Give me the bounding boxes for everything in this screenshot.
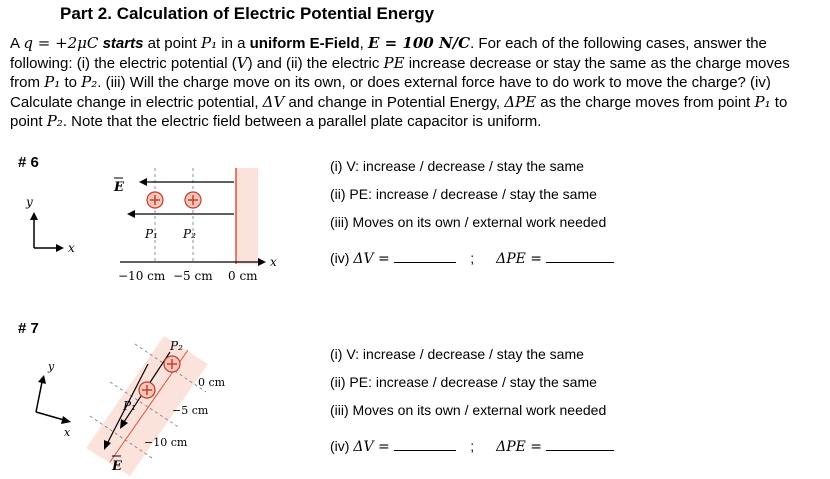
case6-option-iv: (iv) ΔV = ; ΔPE = xyxy=(330,250,614,267)
case7-p1-label: P₁ xyxy=(123,399,136,413)
case6-option-i: (i) V: increase / decrease / stay the same xyxy=(330,158,584,174)
case7-dpe-blank[interactable] xyxy=(546,438,614,451)
case6-tick-neg10: −10 cm xyxy=(118,269,166,283)
case7-tick-neg5: −5 cm xyxy=(172,404,209,417)
case7-axis-x-label: x xyxy=(64,426,71,439)
case7-tick-0: 0 cm xyxy=(198,376,226,389)
case6-capacitor-plate xyxy=(236,168,258,264)
case6-option-iii: (iii) Moves on its own / external work needed xyxy=(330,214,607,230)
case-7-diagram xyxy=(20,330,320,479)
case6-axis-x-label: x xyxy=(68,241,75,255)
case6-axis-y-label: y xyxy=(26,195,33,209)
case6-horizontal-x-label: x xyxy=(270,255,277,269)
case6-p1-label: P₁ xyxy=(145,227,158,241)
case7-y-axis xyxy=(36,382,42,412)
case7-option-ii: (ii) PE: increase / decrease / stay the same xyxy=(330,374,597,390)
case7-option-i: (i) V: increase / decrease / stay the same xyxy=(330,346,584,362)
case6-y-arrowhead xyxy=(30,212,38,220)
case6-e-arrowhead-2 xyxy=(127,210,135,218)
case6-e-label: E xyxy=(114,180,124,195)
case6-horizontal-arrowhead xyxy=(258,258,266,266)
case7-x-axis xyxy=(36,412,64,420)
case7-dv-blank[interactable] xyxy=(394,438,456,451)
case7-e-label: E xyxy=(112,459,122,474)
case7-p2-label: P₂ xyxy=(170,339,183,353)
case6-x-arrowhead xyxy=(56,244,64,252)
case-7-label: # 7 xyxy=(18,320,39,337)
page-title: Part 2. Calculation of Electric Potential Energy xyxy=(60,4,435,23)
instructions-paragraph: A q = +2μC starts at point P₁ in a uniform E-Field, E = 100 N/C. For each of the following cases, answer the following: (i) the electric potential (V) and (ii) the electric PE increase decrease or stay the same as the charge moves from P₁ to P₂. (iii) Will the charge move on its own, or does external force have to do work to move the charge? (iv) Calculate change in electric potential, ΔV and change in Potential Energy, ΔPE as the charge moves from point P₁ to point P₂. Note that the electric field between a parallel plate capacitor is uniform. xyxy=(10,34,790,130)
case-6-diagram xyxy=(20,160,320,290)
case6-dpe-blank[interactable] xyxy=(546,250,614,263)
case6-tick-neg5: −5 cm xyxy=(173,269,213,283)
case6-option-ii: (ii) PE: increase / decrease / stay the same xyxy=(330,186,597,202)
case7-axis-y-label: y xyxy=(48,360,55,373)
case7-option-iv: (iv) ΔV = ; ΔPE = xyxy=(330,438,614,455)
case7-tick-neg10: −10 cm xyxy=(144,436,188,449)
case7-option-iii: (iii) Moves on its own / external work needed xyxy=(330,402,607,418)
case6-tick-0: 0 cm xyxy=(228,269,258,283)
case7-y-arrowhead xyxy=(38,375,46,384)
case6-dv-blank[interactable] xyxy=(394,250,456,263)
case-6-label: # 6 xyxy=(18,154,39,171)
case6-e-arrowhead-1 xyxy=(139,178,147,186)
case7-x-arrowhead xyxy=(61,416,71,424)
case6-p2-label: P₂ xyxy=(183,227,196,241)
